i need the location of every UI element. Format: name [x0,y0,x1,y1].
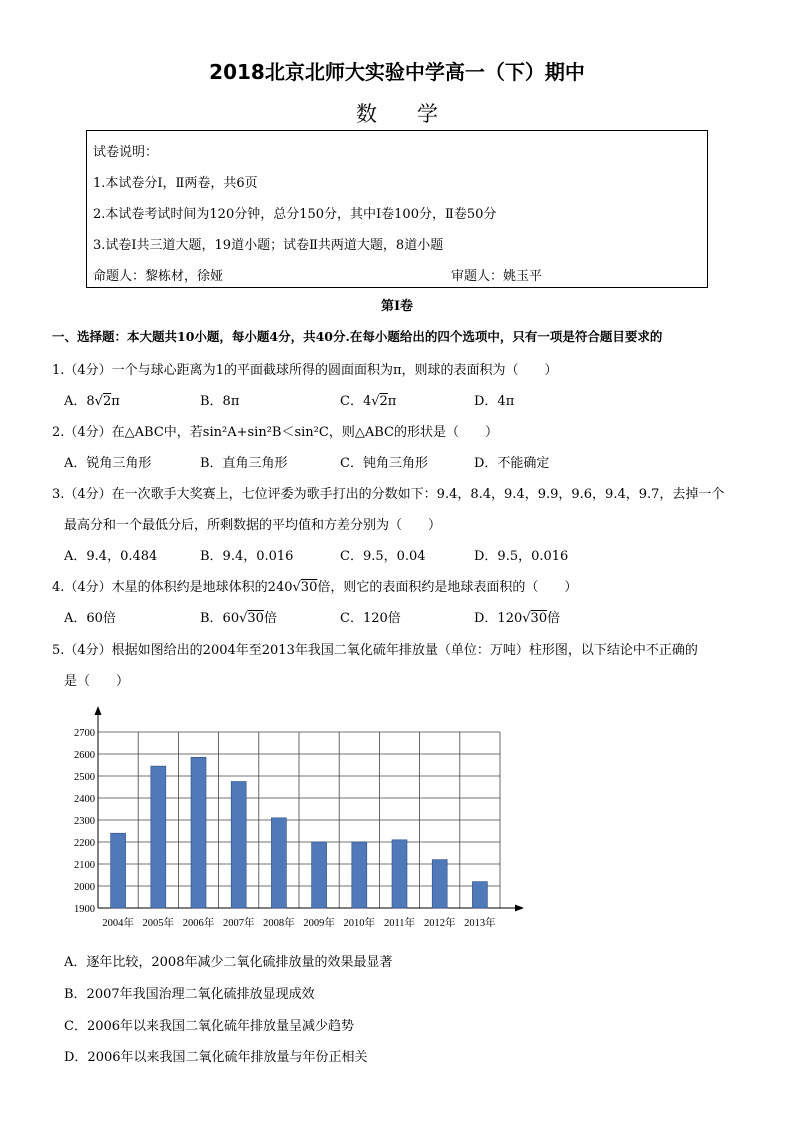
bar [271,818,286,908]
question-2-option-d: D．不能确定 [474,456,550,471]
radicand: 30 [247,611,264,626]
x-tick-label: 2009年 [303,918,335,929]
section-heading: 一、选择题：本大题共10小题，每小题4分，共40分.在每小题给出的四个选项中，只有一项是符合题目要求的 [52,329,663,344]
option-suffix: π [387,394,397,409]
sqrt-symbol: √ [239,611,248,626]
option-prefix: A．8 [64,394,95,409]
question-3-option-b: B．9.4，0.016 [200,549,294,564]
x-tick-label: 2007年 [222,918,255,929]
y-axis-arrow [95,706,102,715]
instruction-line: 2.本试卷考试时间为120分钟，总分150分，其中Ⅰ卷100分，Ⅱ卷50分 [93,207,497,222]
bar [392,840,407,908]
radicand: 30 [300,580,318,595]
question-5-option-b: B．2007年我国治理二氧化硫排放显现成效 [64,987,315,1002]
exam-instructions-box [86,130,708,288]
question-5-stem-continued: 是（ ） [64,674,130,689]
question-2-option-a: A．锐角三角形 [64,456,152,471]
question-1-option-a [64,390,120,409]
question-4-option-b [200,607,277,626]
question-4-option-d [474,607,560,626]
y-tick-label: 1900 [74,904,95,915]
exam-reviewer: 审题人：姚玉平 [451,269,543,284]
question-4-stem [52,576,577,595]
so2-emission-bar-chart [56,700,536,940]
y-tick-label: 2000 [74,882,95,893]
question-1-option-c [340,390,396,409]
stem-suffix: 倍，则它的表面积约是地球表面积的（ ） [317,580,578,595]
question-2-option-c: C．钝角三角形 [340,456,428,471]
question-5-option-d: D．2006年以来我国二氧化硫年排放量与年份正相关 [64,1050,368,1065]
x-tick-label: 2013年 [464,918,496,929]
x-tick-label: 2010年 [343,918,376,929]
x-tick-label: 2004年 [102,918,134,929]
option-prefix: D．120 [474,611,523,626]
question-5-option-c: C．2006年以来我国二氧化硫年排放量呈减少趋势 [64,1019,355,1034]
question-1-option-b: B．8π [200,394,240,409]
question-3-option-c: C．9.5，0.04 [340,549,426,564]
sqrt-symbol: √ [371,394,380,409]
y-tick-label: 2100 [74,860,95,871]
question-1-option-d: D．4π [474,394,515,409]
bar [151,766,166,908]
bar [432,860,447,908]
volume-label: 第Ⅰ卷 [380,299,414,314]
option-suffix: 倍 [263,611,277,626]
y-tick-label: 2500 [74,772,95,783]
x-tick-label: 2008年 [263,918,295,929]
instruction-line: 3.试卷Ⅰ共三道大题，19道小题；试卷Ⅱ共两道大题，8道小题 [93,238,444,253]
exam-authors: 命题人：黎栋材，徐娅 [93,269,224,284]
x-tick-label: 2011年 [383,918,416,929]
y-tick-label: 2200 [74,838,95,849]
x-tick-label: 2006年 [182,918,215,929]
radicand: 2 [102,394,112,409]
subject-title: 数学 [356,102,478,126]
sqrt-symbol: √ [522,611,531,626]
sqrt-symbol: √ [292,580,301,595]
y-tick-label: 2400 [74,794,95,805]
question-5-option-a: A．逐年比较，2008年减少二氧化硫排放量的效果最显著 [64,955,393,970]
x-axis-arrow [515,905,524,912]
bar [191,757,206,908]
instruction-line: 1.本试卷分Ⅰ，Ⅱ两卷，共6页 [93,176,258,191]
radicand: 30 [530,611,548,626]
bar [312,842,327,908]
option-suffix: π [111,394,120,409]
bar [231,782,246,909]
question-3-stem: 3.（4分）在一次歌手大奖赛上，七位评委为歌手打出的分数如下：9.4，8.4，9.4，9.9，9.6，9.4，9.7，去掉一个 [52,487,725,502]
instructions-heading: 试卷说明： [93,145,159,160]
question-3-stem-continued: 最高分和一个最低分后，所剩数据的平均值和方差分别为（ ） [64,518,442,533]
bar [352,842,367,908]
stem-prefix: 4.（4分）木星的体积约是地球体积的240 [52,580,293,595]
y-tick-label: 2700 [74,728,95,739]
option-suffix: 倍 [547,611,561,626]
x-tick-label: 2005年 [142,918,175,929]
bar [472,882,487,908]
question-2-option-b: B．直角三角形 [200,456,288,471]
question-2-stem: 2.（4分）在△ABC中，若sin²A+sin²B＜sin²C，则△ABC的形状是（ ） [52,425,498,440]
exam-title: 2018北京北师大实验中学高一（下）期中 [209,60,585,84]
y-tick-label: 2300 [74,816,95,827]
question-4-option-c: C．120倍 [340,611,401,626]
option-prefix: B．60 [200,611,240,626]
question-1-stem: 1.（4分）一个与球心距离为1的平面截球所得的圆面面积为π，则球的表面积为（ ） [52,363,558,378]
bar [111,833,126,908]
sqrt-symbol: √ [94,394,103,409]
option-prefix: C．4 [340,394,372,409]
radicand: 2 [379,394,388,409]
question-4-option-a: A．60倍 [64,611,116,626]
y-tick-label: 2600 [74,750,95,761]
question-5-stem: 5.（4分）根据如图给出的2004年至2013年我国二氧化硫年排放量（单位：万吨）柱形图，以下结论中不正确的 [52,643,698,658]
x-tick-label: 2012年 [423,918,456,929]
question-3-option-d: D．9.5，0.016 [474,549,569,564]
question-3-option-a: A．9.4，0.484 [64,549,158,564]
